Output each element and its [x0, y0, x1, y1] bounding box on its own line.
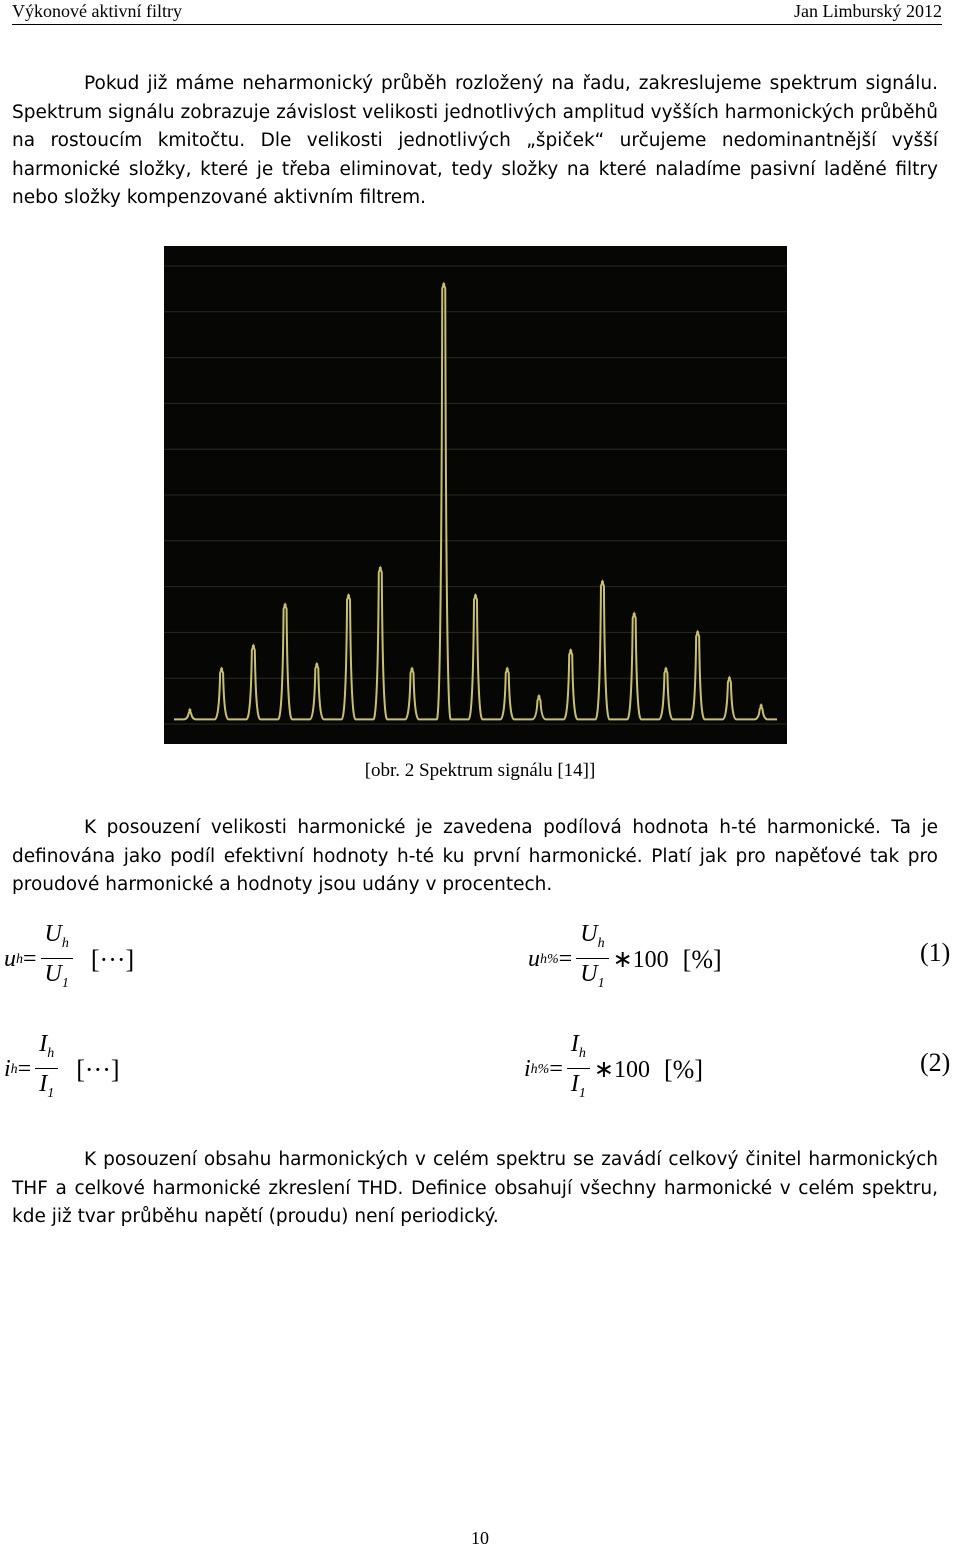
eq-denominator: $U_1$: [580, 961, 605, 991]
spectrum-peak-13: [569, 649, 572, 652]
spectrum-peak-18: [728, 677, 731, 680]
eq-fraction: [576, 920, 608, 999]
spectrum-peak-14: [601, 581, 604, 584]
spectrum-figure: [164, 246, 787, 744]
equation-2-number: (2): [920, 1048, 951, 1077]
spectrum-peak-2: [220, 668, 223, 671]
eq-lhs: u: [528, 946, 540, 972]
eq-unit: [···]: [76, 1054, 120, 1084]
eq-fraction: [41, 920, 73, 999]
figure-caption: [obr. 2 Spektrum signálu [14]]: [364, 760, 596, 781]
eq-equals: =: [549, 1056, 563, 1082]
spectrum-peak-12: [537, 695, 540, 698]
spectrum-peak-7: [379, 567, 382, 570]
spectrum-peak-16: [664, 668, 667, 671]
paragraph-harmonic-ratio: K posouzení velikosti harmonické je zavedena podílová hodnota h-té harmonické. Ta je definována jako podíl efektivní hodnoty h-té ku první harmonické. Platí jak pro napěťové tak pro proudové harmonické a hodnoty jsou udány v procentech.: [12, 817, 938, 895]
spectrum-peak-17: [696, 631, 699, 634]
spectrum-peak-5: [315, 663, 318, 666]
spectrum-peak-11: [506, 668, 509, 671]
eq-unit: [···]: [90, 944, 135, 974]
spectrum-peak-1: [188, 709, 191, 712]
page-number: 10: [471, 1528, 489, 1548]
spectrum-chart: [164, 246, 787, 744]
header-author: Jan Limburský 2012: [794, 1, 942, 21]
eq-numerator: $U_h$: [41, 920, 73, 959]
equation-2-right: [524, 1030, 703, 1109]
eq-unit: [%]: [682, 944, 722, 974]
eq-unit: [%]: [664, 1054, 703, 1084]
eq-lhs-sub: h%: [530, 1061, 550, 1077]
eq-equals: =: [23, 946, 37, 972]
equation-1-left: [4, 920, 134, 999]
eq-equals: =: [558, 946, 573, 972]
spectrum-peak-19: [760, 704, 763, 707]
eq-lhs: i: [4, 1056, 11, 1082]
eq-numerator: $I_h$: [567, 1030, 590, 1069]
eq-numerator: $I_h$: [35, 1030, 58, 1069]
eq-equals: =: [17, 1056, 32, 1082]
eq-lhs: i: [524, 1056, 531, 1082]
spectrum-peak-3: [252, 645, 255, 648]
eq-lhs-sub: h%: [540, 951, 559, 967]
eq-fraction: [567, 1030, 590, 1109]
spectrum-peak-8: [411, 668, 414, 671]
spectrum-peak-6: [347, 594, 350, 597]
spectrum-peak-10: [474, 594, 477, 597]
equation-1-right: [528, 920, 722, 999]
eq-lhs-sub: h: [16, 951, 23, 967]
eq-multiplier: ∗100: [593, 1057, 650, 1083]
eq-denominator: $I_1$: [39, 1071, 55, 1101]
equation-2-left: [4, 1030, 120, 1109]
eq-denominator: $I_1$: [570, 1071, 586, 1101]
eq-fraction: [35, 1030, 58, 1109]
eq-multiplier: ∗100: [612, 947, 669, 973]
eq-lhs: u: [4, 946, 16, 972]
eq-lhs-sub: h: [10, 1061, 18, 1077]
spectrum-trace: [174, 284, 777, 719]
peak-marks: [188, 283, 762, 712]
page-header: [12, 0, 942, 25]
eq-numerator: $U_h$: [576, 920, 608, 959]
eq-denominator: $U_1$: [44, 961, 69, 991]
header-title: Výkonové aktivní filtry: [12, 1, 182, 21]
paragraph-spectrum: Pokud již máme neharmonický průběh rozložený na řadu, zakreslujeme spektrum signálu. Spektrum signálu zobrazuje závislost velikosti jednotlivých amplitud vyšších harmonických průběhů na rostoucím kmitočtu. Dle velikosti jednotlivých „špiček“ určujeme nedominantnější vyšší harmonické složky, které je třeba eliminovat, tedy složky na které naladíme pasivní laděné filtry nebo složky kompenzované aktivním filtrem.: [12, 73, 938, 208]
paragraph-thd: K posouzení obsahu harmonických v celém spektru se zavádí celkový činitel harmonických THF a celkové harmonické zkreslení THD. Definice obsahují všechny harmonické v celém spektru, kde již tvar průběhu napětí (proudu) není periodický.: [12, 1149, 938, 1227]
spectrum-peak-9: [442, 283, 445, 286]
spectrum-peak-4: [284, 603, 287, 606]
chart-grid: [164, 266, 787, 724]
equation-1-number: (1): [920, 938, 951, 967]
spectrum-peak-15: [633, 613, 636, 616]
